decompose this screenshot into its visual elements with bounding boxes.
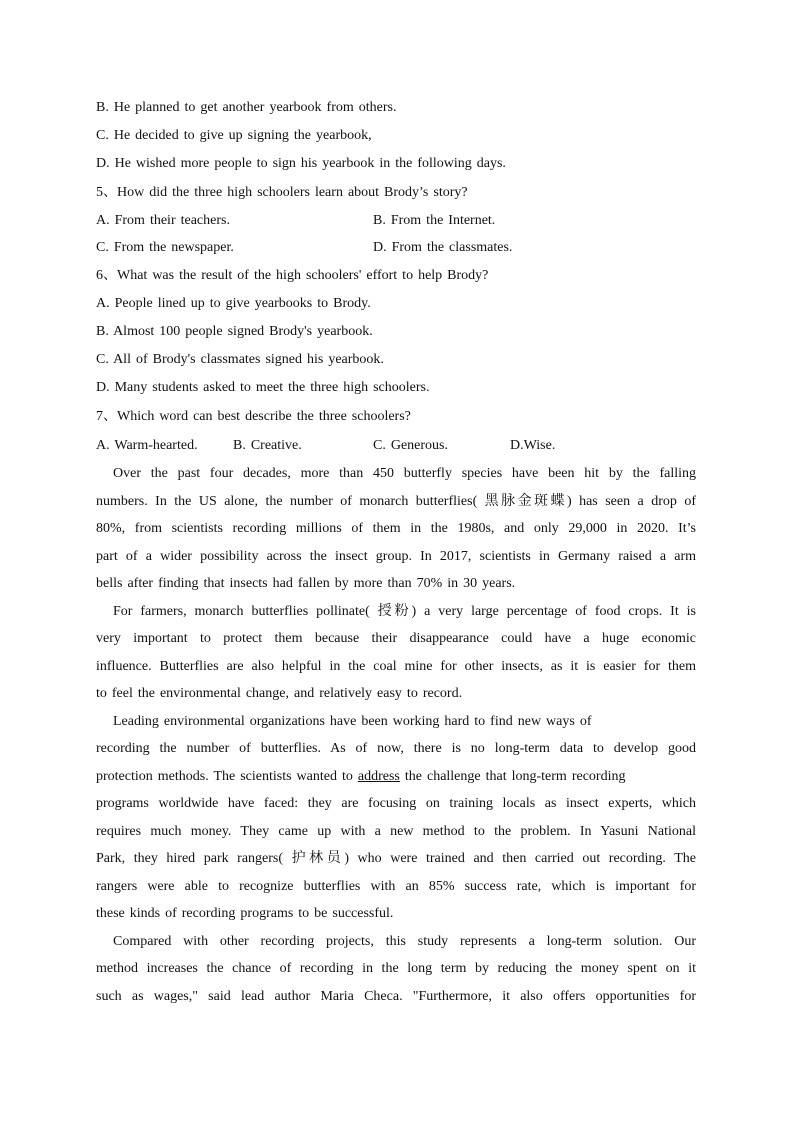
q5-options-row-2 [96, 234, 696, 261]
q5-options-row-1 [96, 207, 696, 234]
q6-option-c: C. All of Brody's classmates signed his yearbook. [96, 352, 384, 367]
paragraph-line: bells after finding that insects had fallen by more than 70% in 30 years. [96, 576, 516, 591]
q5-option-b: B. From the Internet. [373, 213, 496, 228]
q6-stem: 6、What was the result of the high schoolers' effort to help Brody? [96, 268, 489, 283]
passage-paragraph-3 [96, 708, 696, 928]
q7-option-d: D.Wise. [510, 438, 556, 453]
worksheet-page [96, 94, 696, 1010]
paragraph-line: these kinds of recording programs to be successful. [96, 906, 394, 921]
text-segment: the challenge that long-term recording [399, 768, 626, 784]
underlined-word: address [357, 768, 400, 784]
reading-passage [96, 460, 696, 1010]
q6-option-b: B. Almost 100 people signed Brody's yearbook. [96, 324, 373, 339]
paragraph-line-with-underline [96, 763, 696, 791]
q7-stem: 7、Which word can best describe the three schoolers? [96, 409, 411, 424]
paragraph-line: Leading environmental organizations have been working hard to find new ways of [113, 713, 592, 729]
q7-option-a: A. Warm-hearted. [96, 438, 198, 453]
passage-paragraph-4 [96, 928, 696, 1011]
question-5 [96, 179, 696, 261]
q7-option-c: C. Generous. [373, 438, 448, 453]
paragraph-line: method increases the chance of recording in the long term by reducing the money spent on it [96, 961, 696, 976]
text-segment: protection methods. The scientists wanted to [96, 768, 358, 784]
paragraph-line: influence. Butterflies are also helpful in the coal mine for other insects, as it is easier for them [96, 658, 696, 674]
q5-option-a: A. From their teachers. [96, 213, 230, 228]
question-6 [96, 262, 696, 402]
paragraph-line: very important to protect them because their disappearance could have a huge economic [96, 631, 696, 646]
paragraph-line: to feel the environmental change, and relatively easy to record. [96, 686, 463, 701]
paragraph-line: such as wages," said lead author Maria Checa. "Furthermore, it also offers opportunities for [96, 988, 696, 1004]
q4-option-c: C. He decided to give up signing the yearbook, [96, 128, 372, 143]
q5-option-d: D. From the classmates. [373, 240, 513, 255]
passage-paragraph-2 [96, 598, 696, 708]
paragraph-line: requires much money. They came up with a new method to the problem. In Yasuni National [96, 823, 696, 839]
paragraph-line: Over the past four decades, more than 450 butterfly species have been hit by the falling [113, 466, 696, 481]
q5-option-c: C. From the newspaper. [96, 240, 234, 255]
paragraph-line: numbers. In the US alone, the number of monarch butterflies( 黑脉金斑蝶) has seen a drop of [96, 493, 696, 509]
paragraph-line: Park, they hired park rangers( 护林员) who were trained and then carried out recording. The [96, 851, 696, 866]
paragraph-line: Compared with other recording projects, this study represents a long-term solution. Our [113, 933, 696, 949]
paragraph-line: For farmers, monarch butterflies pollinate( 授粉) a very large percentage of food crops. It is [113, 603, 696, 619]
question-4-options [96, 94, 696, 178]
q7-option-b: B. Creative. [233, 438, 302, 453]
question-7 [96, 403, 696, 460]
q4-option-b: B. He planned to get another yearbook from others. [96, 100, 397, 115]
paragraph-line: 80%, from scientists recording millions of them in the 1980s, and only 29,000 in 2020. It’s [96, 521, 696, 536]
q6-option-d: D. Many students asked to meet the three high schoolers. [96, 380, 430, 395]
paragraph-line: recording the number of butterflies. As of now, there is no long-term data to develop good [96, 741, 696, 756]
q4-option-d: D. He wished more people to sign his yearbook in the following days. [96, 156, 506, 171]
q7-options-row [96, 431, 696, 460]
passage-paragraph-1 [96, 460, 696, 598]
q5-stem: 5、How did the three high schoolers learn about Brody’s story? [96, 185, 468, 200]
q6-option-a: A. People lined up to give yearbooks to Brody. [96, 296, 371, 311]
paragraph-line: rangers were able to recognize butterflies with an 85% success rate, which is important for [96, 878, 696, 894]
paragraph-line: programs worldwide have faced: they are focusing on training locals as insect experts, which [96, 796, 696, 811]
paragraph-line: part of a wider possibility across the insect group. In 2017, scientists in Germany raised a arm [96, 548, 696, 564]
